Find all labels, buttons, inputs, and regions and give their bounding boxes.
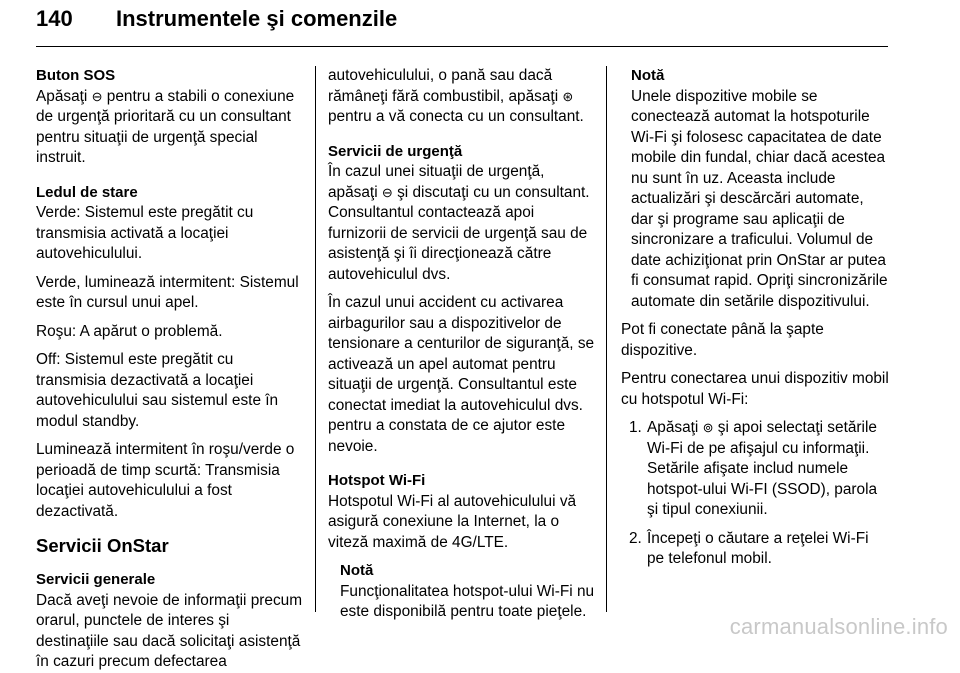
step2-text: Începeţi o căutare a reţelei Wi-Fi pe telefonul mobil. — [647, 529, 869, 567]
step-number: 2. — [629, 529, 642, 547]
note-text: Unele dispozitive mobile se conectează automat la hotspoturile Wi-Fi şi folosesc capacitatea de date mobile din fundal, chiar dacă acestea nu sunt în uz. Aceasta include actualizări şi descărcări automate, dar şi programe sau aplicaţii de sincronizare a traficului. Volumul de date achiziţionat prin OnStar ar putea fi consumat rapid. Opriţi sincronizările automate din setările dispozitivului. — [631, 87, 888, 310]
general-heading: Servicii generale — [36, 571, 156, 588]
column-divider-1 — [315, 66, 316, 612]
sos-icon: ⊖ — [381, 184, 393, 200]
sos-section — [36, 66, 304, 169]
column-divider-2 — [606, 66, 607, 612]
emergency-section — [328, 142, 596, 286]
step1-text-a: Apăsaţi — [647, 419, 703, 436]
sos-text-a: Apăsaţi — [36, 87, 92, 105]
column-1 — [36, 66, 304, 673]
list-item — [621, 529, 889, 570]
note-box — [328, 561, 596, 623]
status-red: Roşu: A apărut o problemă. — [36, 322, 223, 340]
sos-text-b: pentru a stabili o conexiune de urgenţă prioritară cu un consultant pentru situaţii de urgenţă special instruit. — [36, 87, 295, 166]
status-flash: Verde, luminează intermitent: Sistemul este în cursul unui apel. — [36, 273, 299, 311]
steps-list — [621, 418, 889, 570]
note-heading: Notă — [340, 562, 374, 579]
general-section — [36, 570, 304, 673]
emergency-heading: Servicii de urgenţă — [328, 142, 463, 160]
note-box — [621, 66, 889, 312]
wifi-settings-icon: ⊚ — [702, 420, 714, 435]
chapter-title: Instrumentele şi comenzile — [116, 6, 398, 31]
status-section — [36, 183, 304, 265]
hotspot-section — [328, 471, 596, 553]
connect-text: Pentru conectarea unui dispozitiv mobil cu hotspotul Wi-Fi: — [621, 370, 889, 408]
hotspot-text: Hotspotul Wi-Fi al autovehiculului vă asigură conexiune la Internet, la o viteză maximă de 4G/LTE. — [328, 492, 577, 551]
status-heading: Ledul de stare — [36, 183, 138, 201]
step-number: 1. — [629, 419, 642, 436]
sos-icon: ⊖ — [91, 88, 103, 104]
page-header — [36, 4, 888, 47]
list-item — [621, 418, 889, 521]
status-off: Off: Sistemul este pregătit cu transmisia dezactivată a locaţiei autovehiculului sau sistemul este în modul standby. — [36, 351, 279, 430]
note-text: Funcţionalitatea hotspot-ului Wi-Fi nu este disponibilă pentru toate pieţele. — [340, 582, 595, 620]
cont-text-b: pentru a vă conecta cu un consultant. — [328, 108, 584, 125]
status-red-flash: Luminează intermitent în roşu/verde o perioadă de timp scurtă: Transmisia locaţiei autovehiculului a fost dezactivată. — [36, 441, 295, 520]
cont-text-a: autovehiculului, o pană sau dacă rămâneţi fără combustibil, apăsaţi — [328, 67, 563, 105]
emergency-text-b: şi discutaţi cu un consultant. Consultantul contactează apoi furnizorii de servicii de urgenţă sau de asistenţă şi îi direcţionează către autovehiculul dvs. — [328, 183, 590, 283]
onstar-icon: ⊛ — [562, 88, 574, 104]
assistance-continued — [328, 66, 596, 128]
sos-heading: Buton SOS — [36, 67, 116, 84]
emergency-text-a: În cazul unei situaţii de urgenţă, apăsaţi — [328, 163, 545, 201]
note-heading: Notă — [631, 67, 665, 84]
hotspot-heading: Hotspot Wi-Fi — [328, 472, 426, 489]
onstar-heading: Servicii OnStar — [36, 535, 169, 556]
step1-text-b: şi apoi selectaţi setările Wi-Fi de pe afişajul cu informaţii. Setările afişate includ numele hotspot-ului Wi-FI (SSOD), parola şi tipul conexiunii. — [647, 419, 878, 518]
general-text: Dacă aveţi nevoie de informaţii precum orarul, punctele de interes şi destinaţiile sau dacă solicitaţi asistenţă în cazuri precum defectarea — [36, 591, 303, 670]
page-number: 140 — [36, 6, 73, 31]
watermark: carmanualsonline.info — [729, 614, 948, 639]
seven-devices-text: Pot fi conectate până la şapte dispozitive. — [621, 321, 824, 359]
status-green: Verde: Sistemul este pregătit cu transmisia activată a locaţiei autovehiculului. — [36, 204, 254, 262]
column-3 — [621, 66, 889, 578]
accident-text: În cazul unui accident cu activarea airbagurilor sau a dispozitivelor de tensionare a centurilor de siguranţă, se activează un apel automat pentru situaţii de urgenţă. Consultantul este conectat imediat la autovehiculul dvs. pentru a constata de ce ajutor este nevoie. — [328, 294, 595, 455]
column-2 — [328, 66, 596, 631]
